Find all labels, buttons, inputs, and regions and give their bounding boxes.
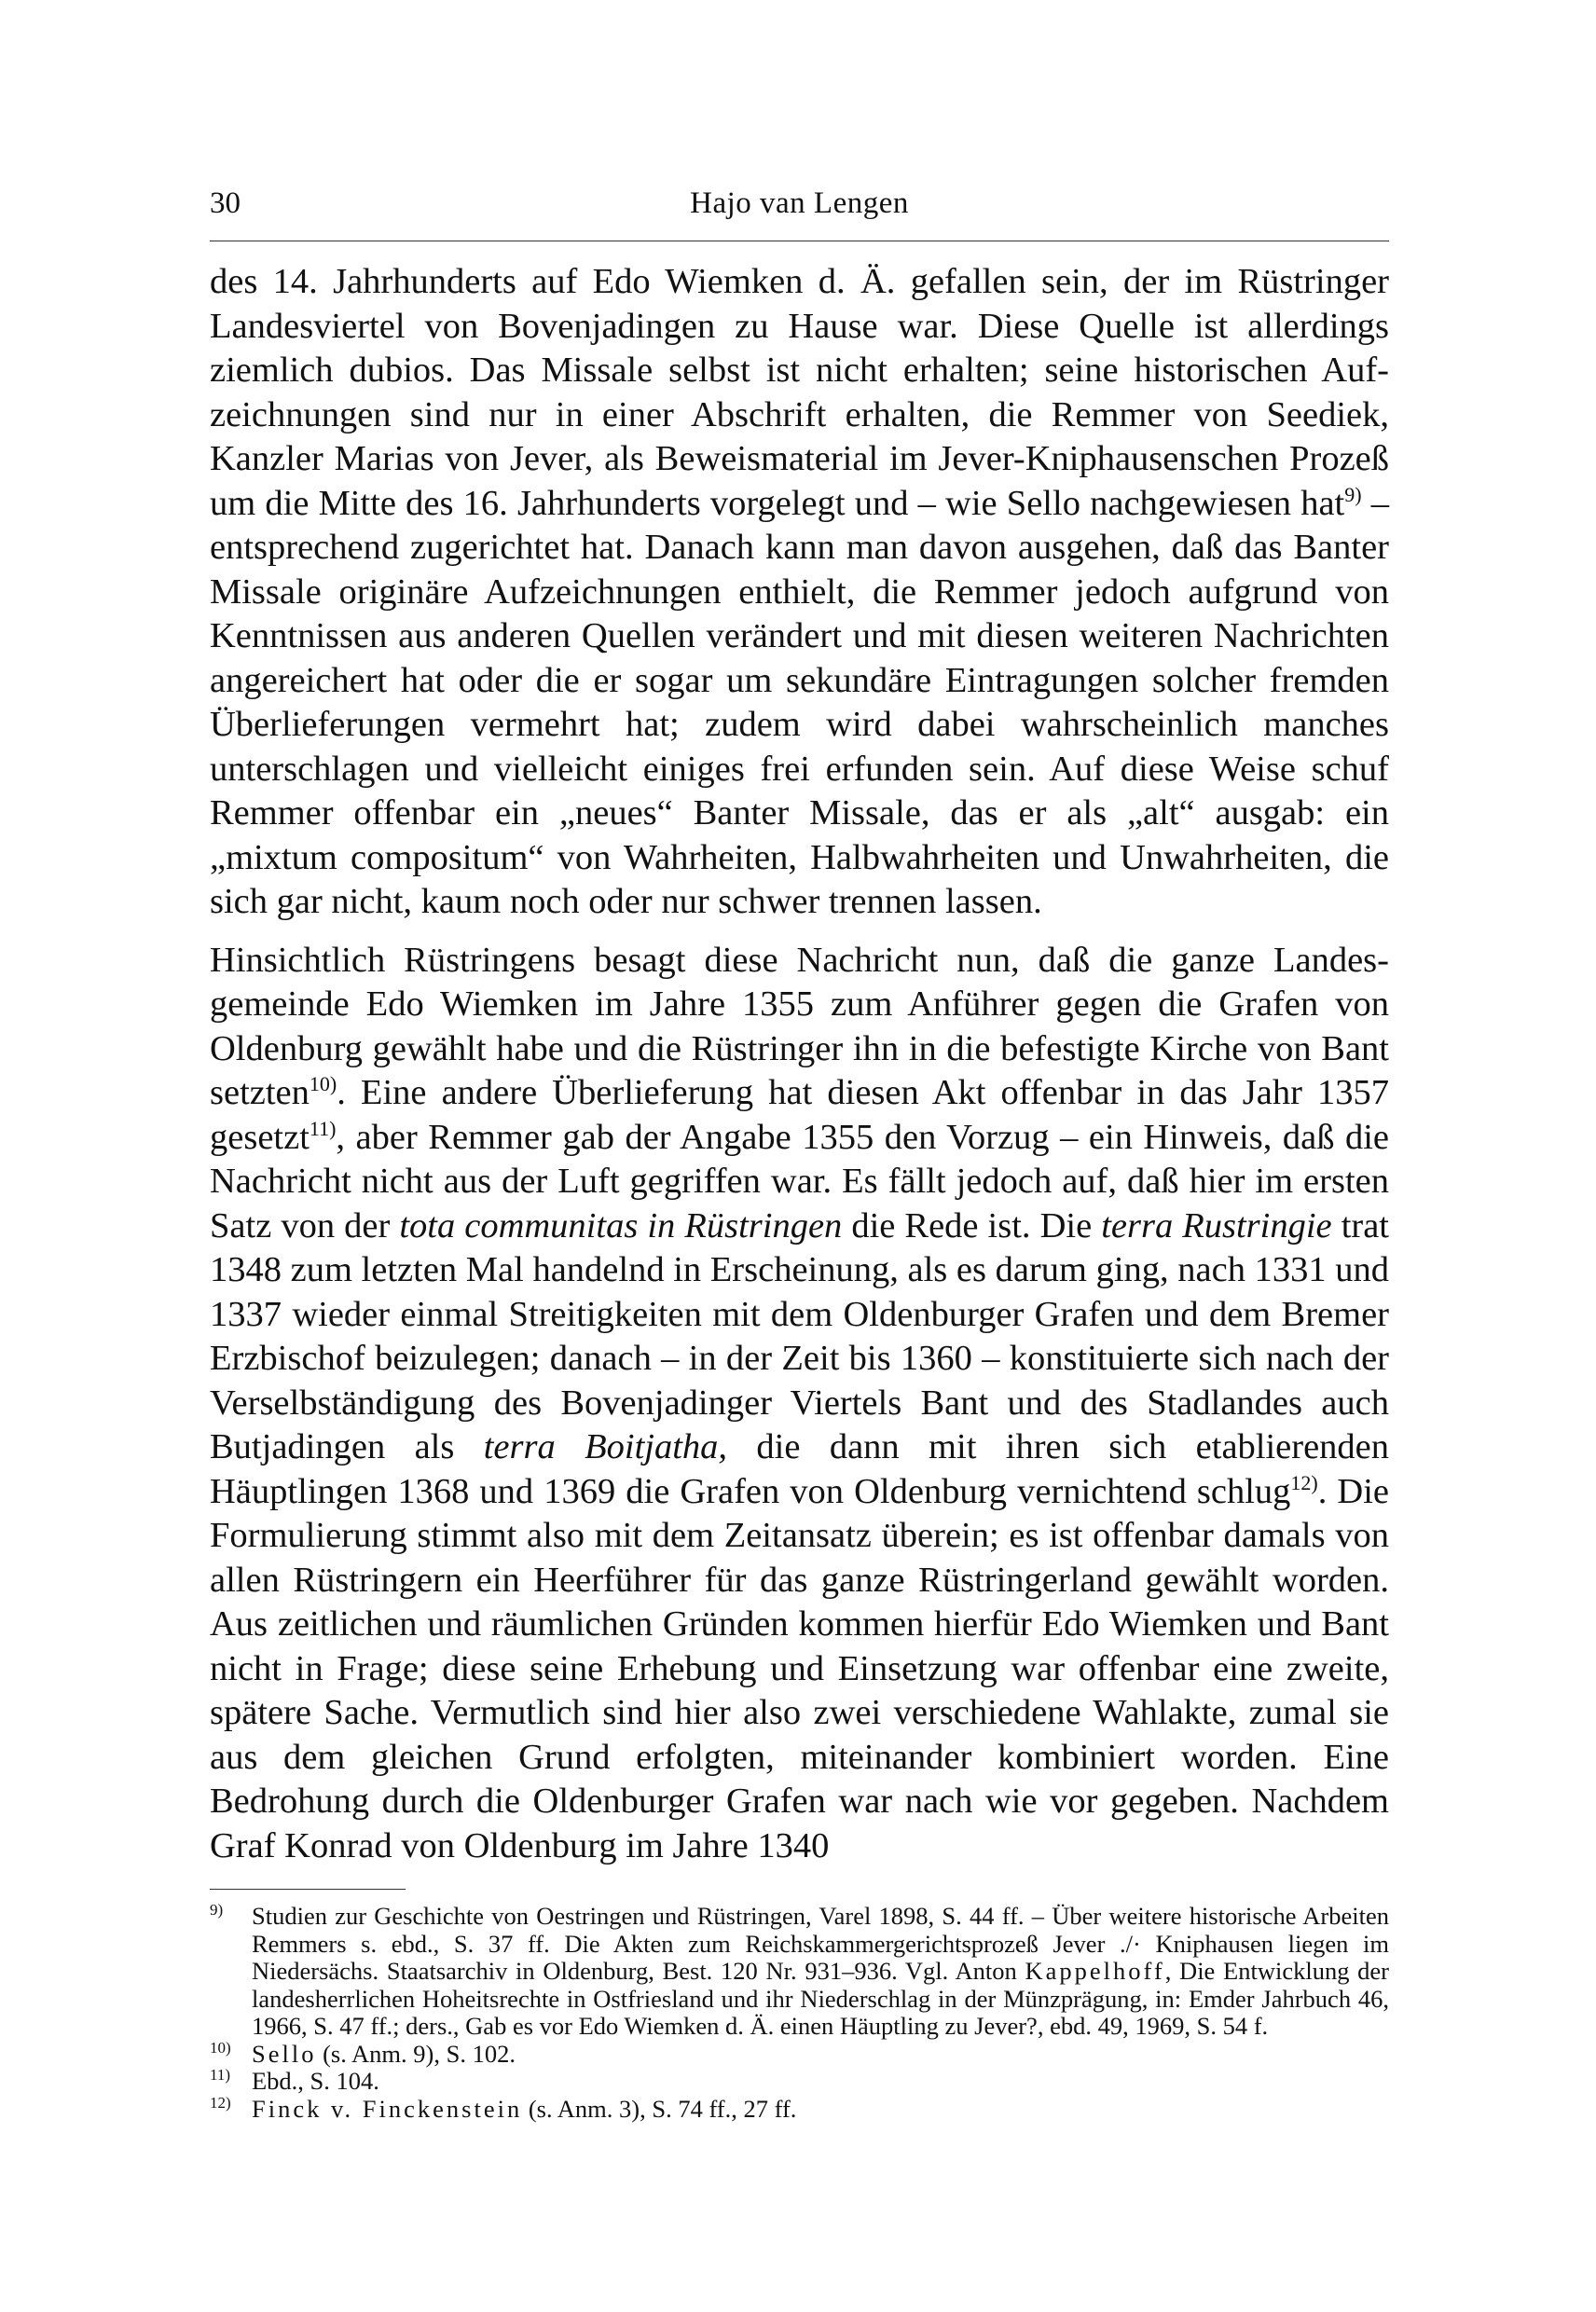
text-span: . Die Formulierung stimmt also mit dem Zeitansatz überein; es ist offenbar damals von allen Rüstringern ein Heerführer für das ganze Rüstringerland gewählt worden. Aus zeitlichen und räumlichen Gründen kommen hierfür Edo Wiemken und Bant nicht in Frage; diese seine Erhebung und Einsetzung war offenbar eine zweite, spätere Sache. Vermutlich sind hier also zwei verschiedene Wahlakte, zumal sie aus dem gleichen Grund erfolgten, miteinander kombiniert worden. Eine Bedrohung durch die Oldenburger Grafen war nach wie vor gegeben. Nachdem Graf Konrad von Oldenburg im Jahre 1340 — [210, 1471, 1389, 1865]
footnote-text — [252, 1903, 1389, 2041]
footnote-number — [210, 2038, 252, 2069]
footnotes — [210, 1903, 1389, 2123]
italic-term: terra Rustringie — [1101, 1205, 1332, 1245]
page-number: 30 — [210, 186, 241, 220]
running-title: Hajo van Lengen — [690, 186, 909, 220]
italic-term: terra Boitjatha, — [483, 1427, 728, 1466]
text-span: trat 1348 zum letzten Mal handelnd in Erscheinung, als es darum ging, nach 1331 und 1337 wieder einmal Streitigkeiten mit dem Oldenburger Grafen und dem Bremer Erzbischof beizulegen; danach – in der Zeit bis 1360 – konstituierte sich nach der Verselbständigung des Bovenjadinger Viertels Bant und des Stadlandes auch Butjadingen als — [210, 1205, 1389, 1466]
text-span: des 14. Jahrhunderts auf Edo Wiemken d. Ä. gefallen sein, der im Rüstringer Landesviertel von Bovenjadingen zu Hause war. Diese Quelle ist allerdings ziemlich dubios. Das Missale selbst ist nicht erhalten; seine historischen Aufzeichnungen sind nur in einer Abschrift erhalten, die Remmer von Seediek, Kanzler Marias von Jever, als Beweismaterial im Jever-Kniphausenschen Prozeß um die Mitte des 16. Jahrhunderts vorgelegt und – wie Sello nachgewiesen hat — [210, 262, 1389, 523]
text-span: Studien zur Geschichte von Oestringen und Rüstringen, Varel 1898, S. 44 ff. – Über weitere historische Arbeiten Remmers s. ebd., S. 37 ff. Die Akten zum Reichskammergerichtsprozeß Jever ./· Kniphausen liegen im Niedersächs. Staatsarchiv in Oldenburg, Best. 120 Nr. 931–936. Vgl. Anton — [252, 1902, 1389, 1985]
text-span: die dann mit ihren sich etablierenden Häuptlingen 1368 und 1369 die Grafen von Oldenburg vernichtend schlug — [210, 1427, 1390, 1511]
footnote-text — [252, 2068, 1389, 2096]
text-span: – entsprechend zugerichtet hat. Danach kann man davon ausgehen, daß das Banter Missale originäre Aufzeichnungen enthielt, die Remmer jedoch aufgrund von Kenntnissen aus anderen Quellen verändert und mit diesen weiteren Nachrichten angereichert hat oder die er sogar um sekundäre Eintragungen solcher fremden Überlieferungen vermehrt hat; zudem wird dabei wahrscheinlich manches unterschlagen und vielleicht einiges frei erfunden sein. Auf diese Weise schuf Remmer offenbar ein „neues“ Banter Missale, das er als „alt“ ausgab: ein „mixtum compositum“ von Wahrheiten, Halbwahrheiten und Unwahrheiten, die sich gar nicht, kaum noch oder nur schwer trennen lassen. — [210, 483, 1389, 921]
footnote-number-text: 10) — [210, 2038, 231, 2057]
footnote-text — [252, 2041, 1389, 2069]
footnote-12 — [210, 2093, 1389, 2124]
footnote-11 — [210, 2068, 1389, 2096]
footnote-text — [252, 2096, 1389, 2124]
paragraph-1 — [210, 260, 1389, 925]
footnote-number-text: 9) — [210, 1901, 224, 1920]
text-span: (s. Anm. 3), S. 74 ff., 27 ff. — [522, 2094, 797, 2123]
text-span: Ebd., S. 104. — [252, 2067, 379, 2095]
footnote-number — [210, 2068, 252, 2096]
footnote-number-text: 12) — [210, 2093, 231, 2112]
author-name: Kappelhoff — [1025, 1957, 1165, 1985]
author-name: Finck v. Finckenstein — [252, 2094, 523, 2123]
text-span: . Eine andere Überlieferung hat diesen Akt offenbar in das Jahr 1357 gesetzt — [210, 1073, 1389, 1157]
footnote-9 — [210, 1903, 1389, 2041]
author-name: Sello — [252, 2039, 317, 2068]
footnote-divider — [210, 1889, 406, 1890]
italic-term: tota communitas in Rüstringen — [399, 1205, 843, 1245]
running-head — [210, 186, 1389, 241]
text-span: Hinsichtlich Rüstringens besagt diese Nachricht nun, daß die ganze Landesgemeinde Edo Wiemken im Jahre 1355 zum Anführer gegen die Grafen von Oldenburg gewählt habe und die Rüstringer ihn in die befestigte Kirche von Bant setzten — [210, 940, 1389, 1112]
footnote-10 — [210, 2038, 1389, 2069]
page — [210, 186, 1389, 2123]
text-span: die Rede ist. Die — [842, 1205, 1102, 1245]
text-span: , Die Entwicklung der landesherrlichen Hoheitsrechte in Ostfriesland und ihr Niederschlag in der Münzprägung, in: Emder Jahrbuch 46, 1966, S. 47 ff.; ders., Gab es vor Edo Wiemken d. Ä. einen Häuptling zu Jever?, ebd. 49, 1969, S. 54 f. — [252, 1957, 1389, 2040]
footnote-number-text: 11) — [210, 2066, 231, 2085]
text-span: , aber Remmer gab der Angabe 1355 den Vorzug – ein Hinweis, daß die Nachricht nicht aus der Luft gegriffen war. Es fällt jedoch auf, daß hier im ersten Satz von der — [210, 1117, 1389, 1245]
text-span: (s. Anm. 9), S. 102. — [316, 2039, 516, 2068]
footnote-ref-9[interactable]: 9) — [1344, 482, 1362, 506]
paragraph-2 — [210, 939, 1389, 1869]
footnote-number — [210, 2093, 252, 2124]
footnote-ref-12[interactable]: 12) — [1290, 1470, 1318, 1494]
footnote-number — [210, 1903, 252, 2041]
footnote-ref-11[interactable]: 11) — [309, 1116, 337, 1140]
footnote-ref-10[interactable]: 10) — [309, 1072, 337, 1096]
